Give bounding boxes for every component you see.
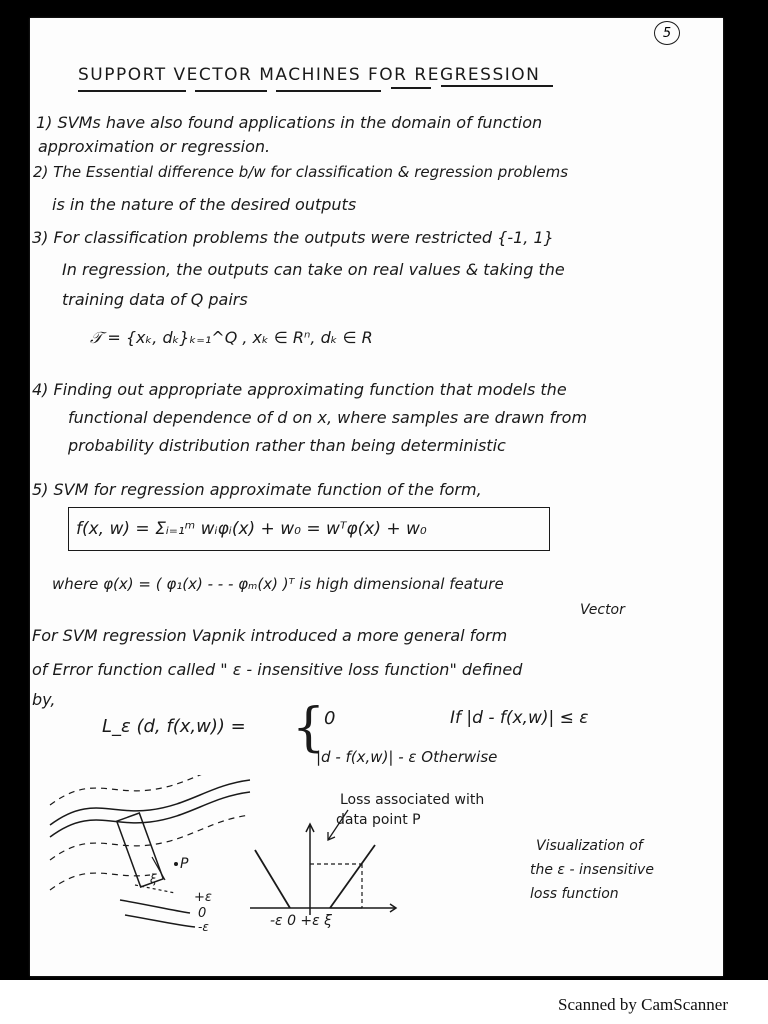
- piecewise-brace: {: [292, 698, 326, 758]
- loss-case-otherwise: |d - f(x,w)| - ε Otherwise: [316, 748, 498, 766]
- loss-axis-labels: -ε 0 +ε ξ: [270, 913, 332, 929]
- title-underline: [195, 90, 267, 92]
- text-line: where φ(x) = ( φ₁(x) - - - φₘ(x) )ᵀ is high dimensional feature: [52, 575, 504, 593]
- epsilon-tube-sketch: [40, 775, 260, 935]
- formula-regression-function: f(x, w) = Σᵢ₌₁ᵐ wᵢφᵢ(x) + w₀ = wᵀφ(x) + w₀: [76, 519, 427, 539]
- text-line: 5) SVM for regression approximate function of the form,: [32, 480, 482, 499]
- text-line: In regression, the outputs can take on real values & taking the: [62, 260, 565, 279]
- equation-training-set: 𝒯 = {xₖ, dₖ}ₖ₌₁^Q , xₖ ∈ Rⁿ, dₖ ∈ R: [90, 328, 373, 347]
- text-line: 1) SVMs have also found applications in the domain of function: [36, 113, 543, 132]
- page-number: 5: [654, 21, 680, 45]
- text-line: approximation or regression.: [38, 137, 271, 156]
- loss-function-lhs: L_ε (d, f(x,w)) =: [102, 716, 246, 737]
- camscanner-label: Scanned by CamScanner: [558, 995, 728, 1014]
- text-line: Vector: [580, 602, 625, 618]
- text-line: by,: [32, 690, 56, 709]
- text-line: functional dependence of d on x, where samples are drawn from: [68, 408, 588, 427]
- figure-caption: the ε - insensitive: [530, 862, 654, 878]
- sketch-point-label: P: [180, 856, 189, 872]
- figure-caption: Visualization of: [536, 838, 643, 854]
- annotation-text: Loss associated with: [340, 792, 485, 808]
- annotation-text: data point P: [336, 812, 421, 828]
- title-underline: [78, 90, 186, 92]
- text-line: For SVM regression Vapnik introduced a more general form: [32, 626, 508, 645]
- sketch-zero: 0: [198, 906, 207, 921]
- title-underline: [441, 85, 553, 87]
- sketch-minus-eps: -ε: [198, 920, 209, 934]
- text-line: 3) For classification problems the outputs were restricted {-1, 1}: [32, 228, 554, 247]
- title-underline: [276, 90, 381, 92]
- page-title: SUPPORT VECTOR MACHINES FOR REGRESSION: [78, 65, 541, 85]
- title-underline: [391, 87, 431, 89]
- loss-condition: If |d - f(x,w)| ≤ ε: [450, 708, 589, 728]
- sketch-xi-label: ξ: [150, 872, 157, 886]
- figure-caption: loss function: [530, 886, 619, 902]
- sketch-plus-eps: +ε: [194, 890, 212, 905]
- text-line: training data of Q pairs: [62, 290, 248, 309]
- text-line: is in the nature of the desired outputs: [52, 195, 357, 214]
- text-line: probability distribution rather than being deterministic: [68, 436, 506, 455]
- text-line: 2) The Essential difference b/w for classification & regression problems: [33, 163, 569, 181]
- loss-case-zero: 0: [324, 708, 336, 729]
- text-line: 4) Finding out appropriate approximating function that models the: [32, 380, 567, 399]
- text-line: of Error function called " ε - insensitive loss function" defined: [32, 660, 523, 679]
